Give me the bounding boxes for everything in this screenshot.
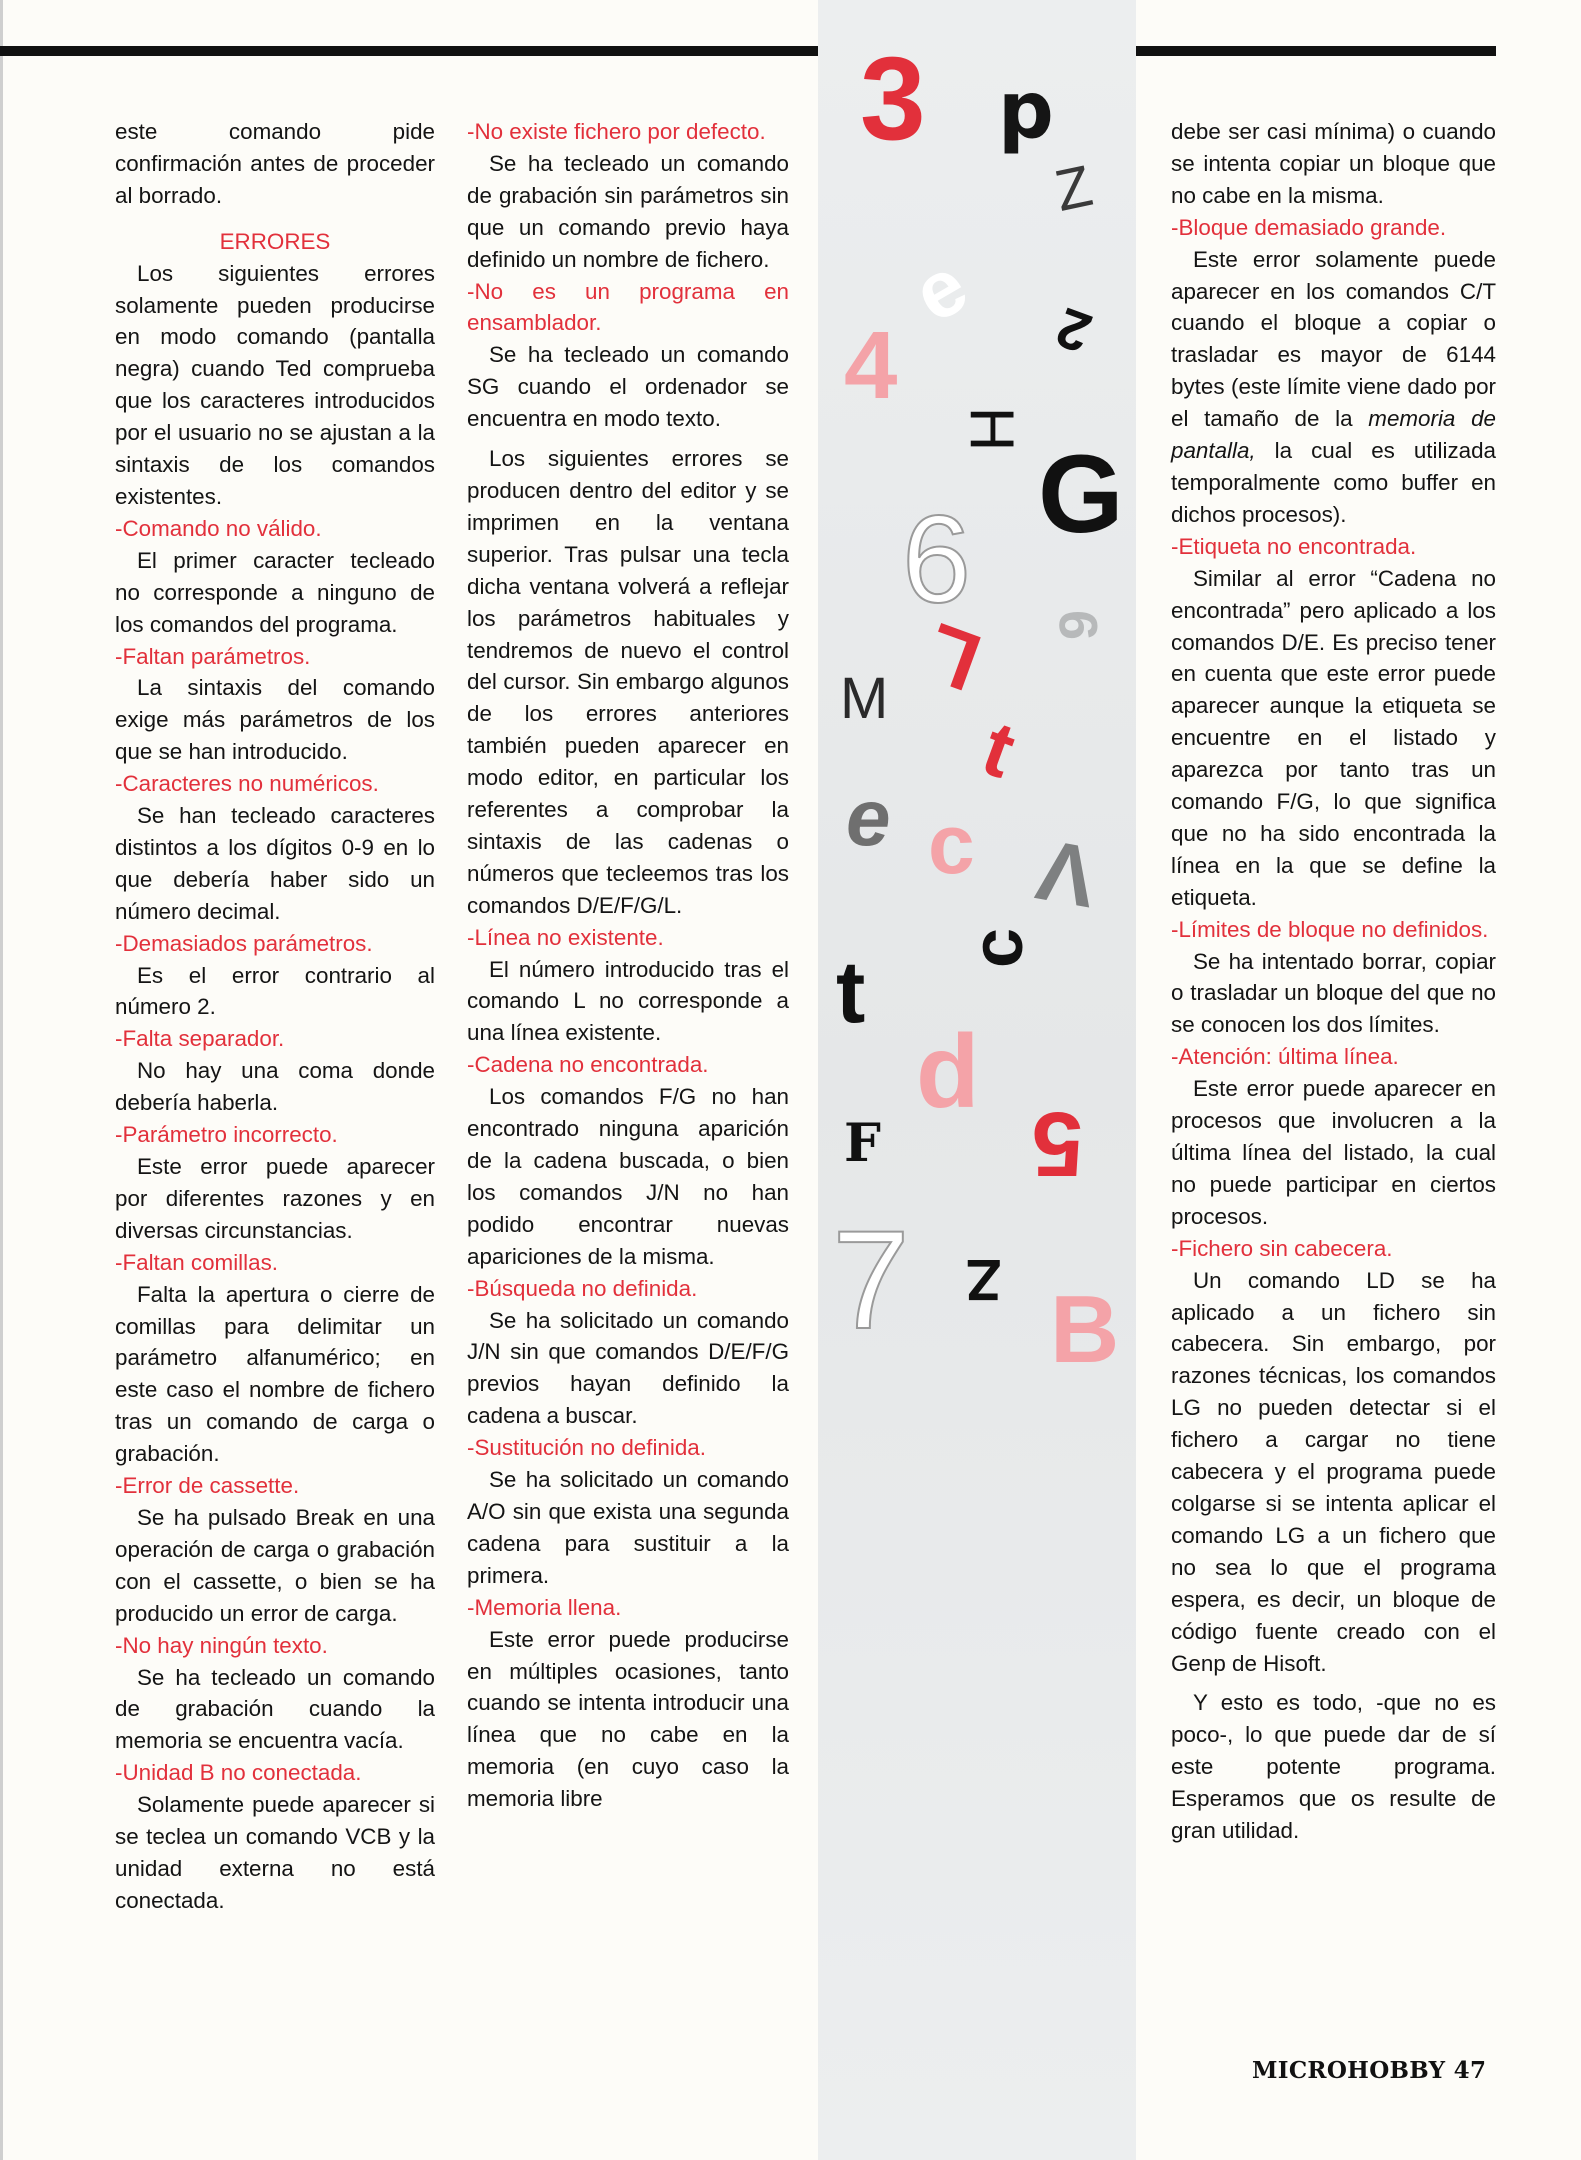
emphasis: memoria de pantalla, [1171,406,1497,464]
error-title: -Bloque demasiado grande. [1171,214,1447,240]
paragraph: Los siguientes errores se producen dentro del editor y se imprimen en la ventana superior. Tras pulsar una tecla dicha ventana volverá a reflejar los parámetros habituales y tendremos de nuevo el control del cursor. Sin embargo algunos de los errores anteriores también pueden aparecer en modo editor, en particular los referentes a comprobar la sintaxis de las cadenas o números que tecleemos tras los comandos D/E/F/G/L. [467,446,789,918]
page-folio: MICROHOBBY 47 [1252,2057,1487,2084]
error-text: Este error puede producirse en múltiples ocasiones, tanto cuando se intenta introducir una línea que no cabe en la memoria (en cuyo caso la memoria libre [467,1626,789,1812]
deco-glyph: F [844,1113,881,1174]
error-title: -Límites de bloque no definidos. [1171,916,1489,942]
deco-glyph: 7 [832,1201,910,1358]
error-title: -Unidad B no conectada. [115,1760,362,1786]
error-text: Es el error contrario al número 2. [115,962,435,1020]
error-text: El número introducido tras el comando L no corresponde a una línea existente. [467,956,789,1046]
error-text: El primer caracter tecleado no corresponde a ninguno de los comandos del programa. [115,547,435,637]
error-text: Se ha tecleado un comando de grabación sin parámetros sin que un comando previo haya definido un nombre de fichero. [467,150,789,272]
error-text: Se ha intentado borrar, copiar o trasladar un bloque del que no se conocen los dos límites. [1171,948,1496,1038]
error-text: La sintaxis del comando exige más parámetros de los que se han introducido. [115,675,435,765]
deco-glyph: M [840,666,889,731]
error-title: -Búsqueda no definida. [467,1275,698,1301]
column-2 [467,116,789,1815]
deco-glyph: H [956,406,1026,452]
error-title: -Caracteres no numéricos. [115,771,379,797]
error-title: -Fichero sin cabecera. [1171,1235,1393,1261]
error-title: -Memoria llena. [467,1594,622,1620]
error-text: Se ha pulsado Break en una operación de carga o grabación con el cassette, o bien se ha producido un error de carga. [115,1504,435,1626]
deco-glyph: V [1030,820,1104,926]
deco-glyph: e [846,773,891,862]
deco-glyph: c [958,927,1039,969]
column-1 [115,116,435,1917]
text-run: Este error solamente puede aparecer en los comandos C/T cuando el bloque a copiar o trasladar es mayor de 6144 bytes (este límite viene dado por el tamaño de la [1171,246,1496,432]
deco-glyph: 9 [1049,609,1110,641]
error-title: -Cadena no encontrada. [467,1052,709,1078]
deco-glyph: c [928,797,975,891]
page-edge [0,0,3,2160]
error-title: -No es un programa en ensamblador. [467,278,789,336]
error-text: Este error puede aparecer por diferentes razones y en diversas circunstancias. [115,1154,435,1243]
deco-glyph: 3 [860,33,926,165]
error-text: Este error puede aparecer en procesos que involucren a la última línea del listado, la cual no puede participar en ciertos procesos. [1171,1076,1496,1229]
deco-glyph: 4 [844,312,898,419]
error-text: Se ha solicitado un comando A/O sin que exista una segunda cadena para sustituir a la primera. [467,1467,789,1588]
deco-glyph: L [913,605,992,708]
error-title: -Falta separador. [115,1026,285,1052]
error-title: -Etiqueta no encontrada. [1171,533,1417,559]
error-title: -Parámetro incorrecto. [115,1122,338,1148]
deco-glyph: e [898,239,982,340]
error-title: -Comando no válido. [115,515,322,541]
top-rule-right [1136,46,1496,56]
error-text: No hay una coma donde debería haberla. [115,1058,435,1116]
deco-glyph: p [998,66,1054,156]
deco-glyph: 6 [902,491,971,629]
deco-glyph: t [971,703,1027,795]
error-text: Un comando LD se ha aplicado a un fichero sin cabecera. Sin embargo, por razones técnicas, los comandos LG no pueden detectar si el fichero a cargar no tiene cabecera y el programa puede colgarse si se intenta aplicar el comando LG a un fichero que no sea lo que el programa espera, es decir, un bloque de código fuente creado con el Genp de Hisoft. [1171,1267,1496,1676]
error-title: -Línea no existente. [467,924,664,950]
error-text: Similar al error “Cadena no encontrada” pero aplicado a los comandos D/E. Es preciso tener en cuenta que este error puede aparecer aunque la etiqueta se encuentre en el listado y aparezca por tanto tras un comando F/G, lo que significa que no ha sido encontrada la línea en la que se define la etiqueta. [1171,565,1496,910]
error-text: Se ha tecleado un comando de grabación cuando la memoria se encuentra vacía. [115,1664,435,1754]
error-title: -No existe fichero por defecto. [467,119,766,144]
error-title: -Demasiados parámetros. [115,930,373,956]
error-title: -Atención: última línea. [1171,1044,1399,1070]
deco-glyph: 5 [1032,1093,1084,1195]
error-title: -No hay ningún texto. [115,1632,328,1658]
deco-glyph: G [1038,433,1124,556]
closing-paragraph: Y esto es todo, -que no es poco-, lo que puede dar de sí este potente programa. Esperamos que os resulte de gran utilidad. [1171,1690,1496,1844]
error-text: Se ha tecleado un comando SG cuando el ordenador se encuentra en modo texto. [467,342,789,432]
paragraph: debe ser casi mínima) o cuando se intenta copiar un bloque que no cabe en la misma. [1171,119,1496,208]
deco-glyph: t [836,942,866,1041]
error-title: -Sustitución no definida. [467,1435,706,1461]
error-text [1171,244,1496,531]
error-text: Solamente puede aparecer si se teclea un comando VCB y la unidad externa no está conectada. [115,1792,435,1913]
deco-glyph: Z [1049,153,1098,224]
deco-glyph: d [916,1014,980,1130]
paragraph: este comando pide confirmación antes de proceder al borrado. [115,119,435,208]
error-text: Se ha solicitado un comando J/N sin que comandos D/E/F/G previos hayan definido la cadena a buscar. [467,1307,789,1429]
paragraph: Los siguientes errores solamente pueden producirse en modo comando (pantalla negra) cuando Ted comprueba que los caracteres introducidos por el usuario no se ajustan a la sintaxis de los comandos existentes. [115,260,435,509]
decorative-letters-panel [818,0,1136,2160]
section-heading-errores: ERRORES [219,228,331,254]
column-3 [1171,116,1496,1847]
error-title: -Error de cassette. [115,1473,300,1499]
error-text: Falta la apertura o cierre de comillas para delimitar un parámetro alfanumérico; en este caso el nombre de fichero tras un comando de carga o grabación. [115,1281,435,1467]
error-text: Se han tecleado caracteres distintos a los dígitos 0-9 en lo que debería haber sido un número decimal. [115,803,435,924]
error-title: -Faltan parámetros. [115,643,311,669]
deco-glyph: Z [966,1247,1002,1312]
error-text: Los comandos F/G no han encontrado ninguna aparición de la cadena buscada, o bien los comandos J/N no han podido encontrar nuevas apariciones de la misma. [467,1084,789,1269]
deco-glyph: B [1050,1276,1120,1383]
deco-glyph: 2 [1047,295,1099,366]
error-title: -Faltan comillas. [115,1249,278,1275]
top-rule-left [0,46,818,56]
text-run: la cual es utilizada temporalmente como buffer en dichos procesos). [1171,438,1496,527]
